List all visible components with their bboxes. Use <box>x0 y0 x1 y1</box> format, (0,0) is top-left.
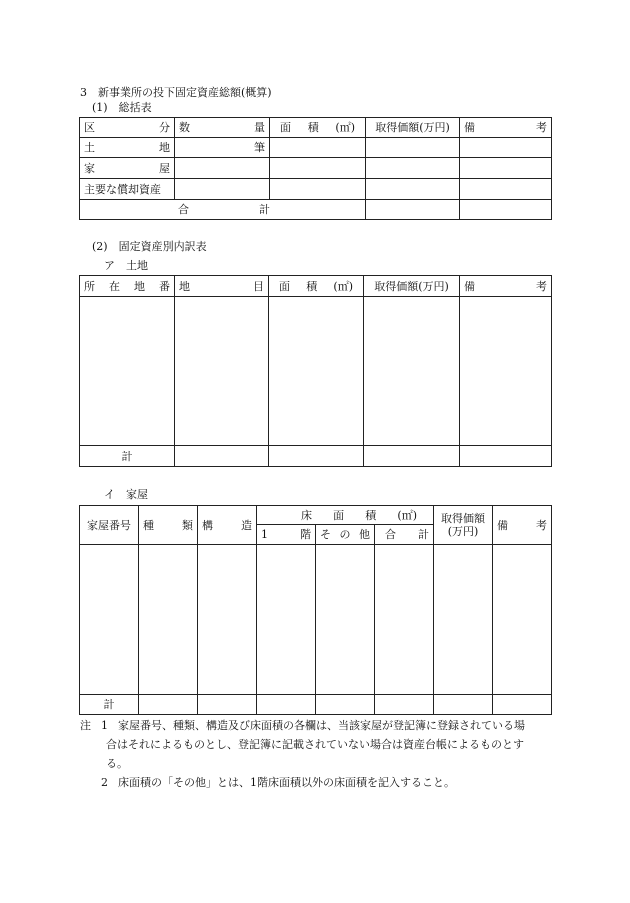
cell <box>460 200 552 220</box>
header-floor-area: 床 面 積 (㎡) <box>257 506 434 525</box>
row-label: 土 地 <box>80 138 175 158</box>
note-1-number: 1 <box>101 719 108 732</box>
cell <box>364 297 460 446</box>
summary-table <box>79 117 552 220</box>
cell <box>460 158 552 179</box>
section-title: 3 新事業所の投下固定資産総額(概算) <box>80 86 272 99</box>
cell <box>175 297 269 446</box>
cell <box>434 545 493 695</box>
cell <box>80 545 139 695</box>
cell <box>366 158 460 179</box>
cell <box>316 545 375 695</box>
cell <box>139 545 198 695</box>
cell <box>460 138 552 158</box>
house-header-row-1 <box>80 506 552 525</box>
cell <box>434 695 493 715</box>
cell <box>257 695 316 715</box>
header-cost: 取得価額(万円) <box>364 276 460 297</box>
cell <box>460 446 552 467</box>
cell <box>366 200 460 220</box>
cell <box>269 446 364 467</box>
row-unit: 筆 <box>175 138 270 158</box>
header-sum: 合 計 <box>375 525 434 545</box>
cell <box>175 179 270 200</box>
row-label: 家 屋 <box>80 158 175 179</box>
notes-label: 注 <box>80 719 91 732</box>
cell <box>269 297 364 446</box>
total-label: 合 計 <box>80 200 366 220</box>
cell <box>366 179 460 200</box>
note-2-text: 床面積の「その他」とは、1階床面積以外の床面積を記入すること。 <box>118 776 455 789</box>
cell <box>80 297 175 446</box>
house-total-row <box>80 695 552 715</box>
summary-row-land <box>80 138 552 158</box>
cell <box>270 158 366 179</box>
cell <box>175 158 270 179</box>
header-structure: 構 造 <box>198 506 257 545</box>
header-remarks: 備 考 <box>460 276 552 297</box>
header-remarks: 備 考 <box>460 118 552 138</box>
header-category: 区 分 <box>80 118 175 138</box>
cell <box>270 138 366 158</box>
land-total-row <box>80 446 552 467</box>
header-type: 種 類 <box>139 506 198 545</box>
header-cost: 取得価額(万円) <box>366 118 460 138</box>
summary-row-depreciable <box>80 179 552 200</box>
cell <box>375 695 434 715</box>
cell <box>493 545 552 695</box>
cell <box>366 138 460 158</box>
note-1-line-3: る。 <box>106 757 128 770</box>
note-1-line-2: 合はそれによるものとし、登記簿に記載されていない場合は資産台帳によるものとす <box>106 738 524 751</box>
header-other: そ の 他 <box>316 525 375 545</box>
cell <box>270 179 366 200</box>
house-table <box>79 505 552 715</box>
summary-header-row <box>80 118 552 138</box>
land-header-row <box>80 276 552 297</box>
cell <box>364 446 460 467</box>
summary-subtitle: (1) 総括表 <box>92 101 152 114</box>
cell <box>493 695 552 715</box>
house-body-row <box>80 545 552 695</box>
row-label: 主要な償却資産 <box>80 179 175 200</box>
land-total-label: 計 <box>80 446 175 467</box>
land-table <box>79 275 552 467</box>
note-1-line-1: 家屋番号、種類、構造及び床面積の各欄は、当該家屋が登記簿に登録されている場 <box>118 719 525 732</box>
note-2-number: 2 <box>101 776 108 789</box>
header-land-category: 地 目 <box>175 276 269 297</box>
cell <box>316 695 375 715</box>
cell <box>198 545 257 695</box>
header-cost: 取得価額 (万円) <box>434 506 493 545</box>
header-house-no: 家屋番号 <box>80 506 139 545</box>
summary-row-house <box>80 158 552 179</box>
header-area: 面 積 (㎡) <box>269 276 364 297</box>
cell <box>139 695 198 715</box>
cell <box>198 695 257 715</box>
breakdown-subtitle: (2) 固定資産別内訳表 <box>92 240 207 253</box>
cell <box>460 297 552 446</box>
header-remarks: 備 考 <box>493 506 552 545</box>
cell <box>460 179 552 200</box>
header-floor1: 1 階 <box>257 525 316 545</box>
summary-total-row <box>80 200 552 220</box>
header-quantity: 数 量 <box>175 118 270 138</box>
house-total-label: 計 <box>80 695 139 715</box>
house-title: イ 家屋 <box>104 488 148 501</box>
land-body-row <box>80 297 552 446</box>
header-location: 所 在 地 番 <box>80 276 175 297</box>
cell <box>375 545 434 695</box>
cell <box>257 545 316 695</box>
header-area: 面 積 (㎡) <box>270 118 366 138</box>
cell <box>175 446 269 467</box>
land-title: ア 土地 <box>104 259 148 272</box>
